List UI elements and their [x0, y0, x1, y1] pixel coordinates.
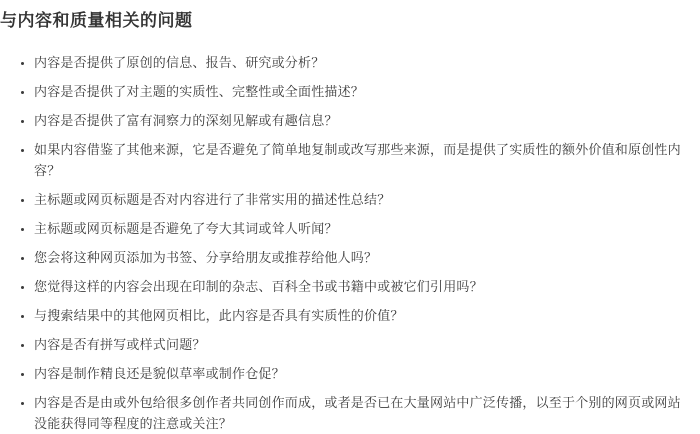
- question-item: • 主标题或网页标题是否对内容进行了非常实用的描述性总结？: [34, 189, 694, 210]
- question-item: • 内容是否提供了原创的信息、报告、研究或分析？: [34, 52, 694, 73]
- question-item: • 内容是否提供了对主题的实质性、完整性或全面性描述？: [34, 81, 694, 102]
- question-item: • 您觉得这样的内容会出现在印制的杂志、百科全书或书籍中或被它们引用吗？: [34, 276, 694, 297]
- question-item: • 内容是否有拼写或样式问题？: [34, 334, 694, 355]
- question-item: • 内容是否提供了富有洞察力的深刻见解或有趣信息？: [34, 110, 694, 131]
- question-item: • 内容是否是由或外包给很多创作者共同创作而成，或者是否已在大量网站中广泛传播，以至于个别的网页或网站没能获得同等程度的注意或关注？: [34, 392, 694, 434]
- question-item: • 如果内容借鉴了其他来源，它是否避免了简单地复制或改写那些来源，而是提供了实质性的额外价值和原创性内容？: [34, 139, 694, 181]
- question-list: [0, 52, 694, 434]
- question-item: • 主标题或网页标题是否避免了夸大其词或耸人听闻？: [34, 218, 694, 239]
- page-title: 与内容和质量相关的问题: [0, 11, 193, 30]
- question-item: • 内容是制作精良还是貌似草率或制作仓促？: [34, 363, 694, 384]
- question-item: • 与搜索结果中的其他网页相比，此内容是否具有实质性的价值？: [34, 305, 694, 326]
- question-item: • 您会将这种网页添加为书签、分享给朋友或推荐给他人吗？: [34, 247, 694, 268]
